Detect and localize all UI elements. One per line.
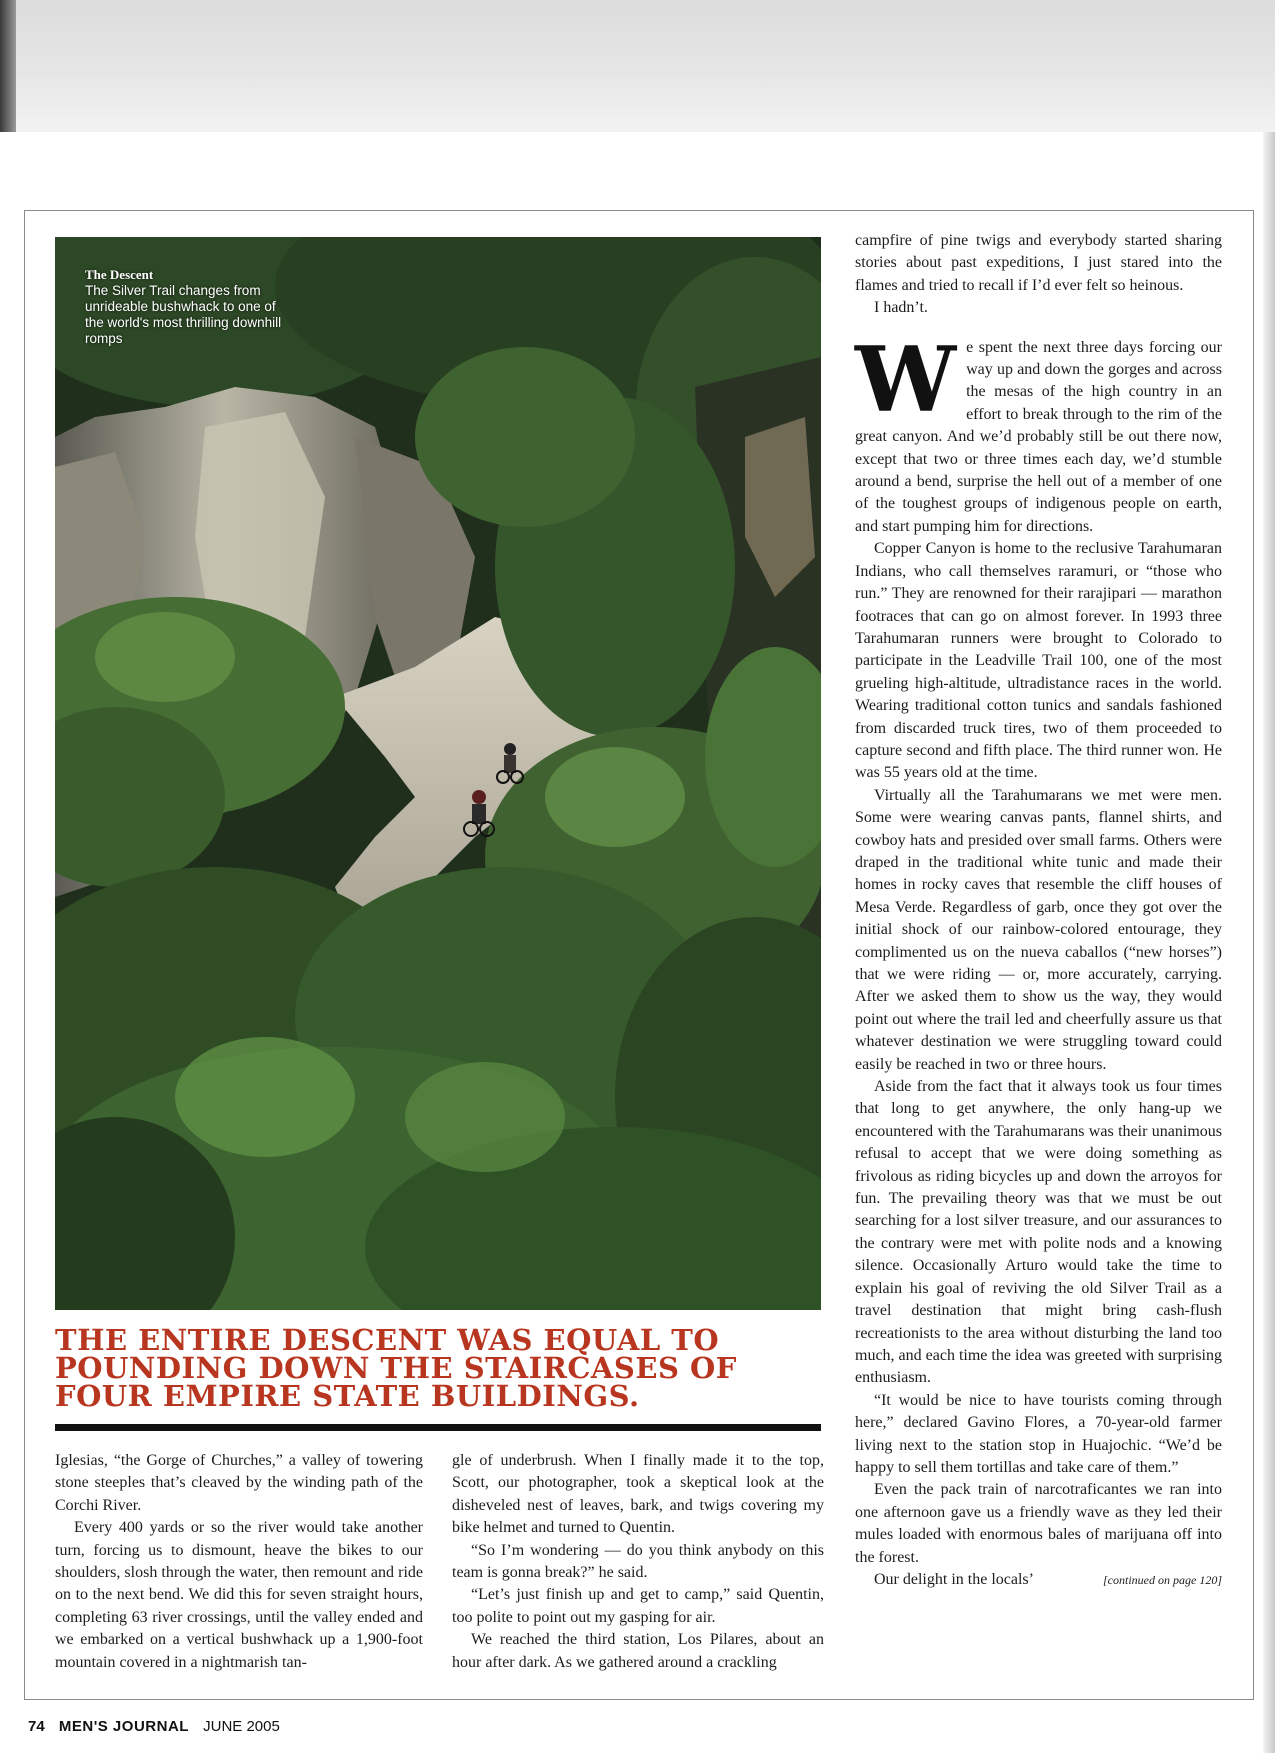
paragraph: Every 400 yards or so the river would take another turn, forcing us to dismount, heave the bikes to our shoulders, slosh through the water, then remount and ride on to the next bend. We did this for seven straight hours, completing 63 river crossings, until the valley ended and we embarked on a vertical bushwhack up a 1,900-foot mountain covered in a nightmarish tan- bbox=[55, 1519, 423, 1671]
article-column-3 bbox=[855, 230, 1222, 1591]
pull-quote: THE ENTIRE DESCENT WAS EQUAL TO POUNDING DOWN THE STAIRCASES OF FOUR EMPIRE STATE BUILDINGS. bbox=[55, 1323, 737, 1413]
paragraph: “Let’s just finish up and get to camp,” said Quentin, too polite to point out my gasping for air. bbox=[452, 1586, 824, 1626]
caption-title: The Descent bbox=[85, 267, 154, 282]
issue-date: JUNE 2005 bbox=[203, 1718, 280, 1735]
paragraph: We reached the third station, Los Pilares, about an hour after dark. As we gathered around a crackling bbox=[452, 1631, 824, 1671]
paragraph-text: e spent the next three days forcing our way up and down the gorges and across the mesas of the high country in an effort to break through to the rim of the great canyon. And we’d probably still be out there now, except that two or three times each day, we’d stumble around a bend, surprise the hell out of a member of one of the toughest groups of indigenous people on earth, and start pumping him for directions. bbox=[855, 338, 1222, 535]
continued-note: [continued on page 120] bbox=[1103, 1572, 1222, 1587]
page-number: 74 bbox=[28, 1718, 45, 1735]
paragraph-dropcap bbox=[855, 326, 1222, 539]
paragraph: Virtually all the Tarahumarans we met were men. Some were wearing canvas pants, flannel shirts, and cowboy hats and presided over small farms. Others were draped in the traditional white tunic and made their homes in rocky caves that resemble the cliff houses of Mesa Verde. Regardless of garb, once they got over the initial shock of our rainbow-colored entourage, they complimented us on the nueva caballos (“new horses”) that we were riding — or, more accurately, carrying. After we asked them to show us the way, they would point out where the trail led and cheerfully assure us that whatever destination we were struggling toward could easily be reached in two or three hours. bbox=[855, 786, 1222, 1073]
scan-background-top bbox=[0, 0, 1275, 132]
pull-quote-rule bbox=[55, 1424, 821, 1431]
scan-edge-shadow bbox=[1263, 132, 1275, 1753]
paragraph: gle of underbrush. When I finally made it to the top, Scott, our photographer, took a skeptical look at the disheveled nest of leaves, bark, and twigs covering my bike helmet and turned to Quentin. bbox=[452, 1452, 824, 1537]
paragraph: Even the pack train of narcotraficantes we ran into one afternoon gave us a friendly wave as they led their mules loaded with enormous bales of marijuana off into the forest. bbox=[855, 1481, 1222, 1566]
paragraph: Iglesias, “the Gorge of Churches,” a valley of towering stone steeples that’s cleaved by the winding path of the Corchi River. bbox=[55, 1452, 423, 1514]
magazine-name: MEN'S JOURNAL bbox=[58, 1718, 189, 1735]
article-column-2 bbox=[452, 1450, 824, 1674]
photo-caption bbox=[85, 267, 285, 347]
drop-cap: W bbox=[855, 326, 957, 433]
paragraph-last bbox=[855, 1569, 1222, 1591]
paragraph: Copper Canyon is home to the reclusive Tarahumaran Indians, who call themselves raramuri, or “those who run.” They are renowned for their rarajipari — marathon footraces that can go on almost forever. In 1993 three Tarahumaran runners were brought to Colorado to participate in the Leadville Trail 100, one of the most grueling high-altitude, ultradistance races in the world. Wearing traditional cotton tunics and sandals fashioned from discarded truck tires, two of them proceeded to capture second and fifth place. The third runner won. He was 55 years old at the time. bbox=[855, 540, 1222, 782]
paragraph: I hadn’t. bbox=[874, 299, 928, 317]
paragraph: “It would be nice to have tourists coming through here,” declared Gavino Flores, a 70-year-old farmer living next to the station stop in Huajochic. “We’d be happy to sell them tortillas and take care of them.” bbox=[855, 1391, 1222, 1476]
caption-text: The Silver Trail changes from unrideable bushwhack to one of the world's most thrilling downhill romps bbox=[85, 283, 282, 346]
canyon-photo bbox=[55, 237, 821, 1310]
page-footer bbox=[28, 1718, 280, 1735]
paragraph: “So I’m wondering — do you think anybody on this team is gonna break?” he said. bbox=[452, 1541, 824, 1582]
paragraph: campfire of pine twigs and everybody started sharing stories about past expeditions, I just stared into the flames and tried to recall if I’d ever felt so heinous. bbox=[855, 232, 1222, 294]
canyon-photo-illustration bbox=[55, 237, 821, 1310]
article-column-1 bbox=[55, 1450, 423, 1674]
scan-spine-shadow bbox=[0, 0, 16, 132]
paragraph: Aside from the fact that it always took us four times that long to get anywhere, the only hang-up we encountered with the Tarahumarans was their unanimous refusal to accept that we were doing something as frivolous as riding bicycles up and down the arroyos for fun. The prevailing theory was that we must be out searching for a lost silver treasure, and our assurances to the contrary were met with polite nods and a knowing silence. Occasionally Arturo would take the time to explain his goal of reviving the old Silver Trail as a travel destination that might bring cash-flush recreationists to the area without disturbing the land too much, and each time the idea was greeted with surprising enthusiasm. bbox=[855, 1078, 1222, 1387]
paragraph-text: Our delight in the locals’ bbox=[874, 1570, 1034, 1588]
